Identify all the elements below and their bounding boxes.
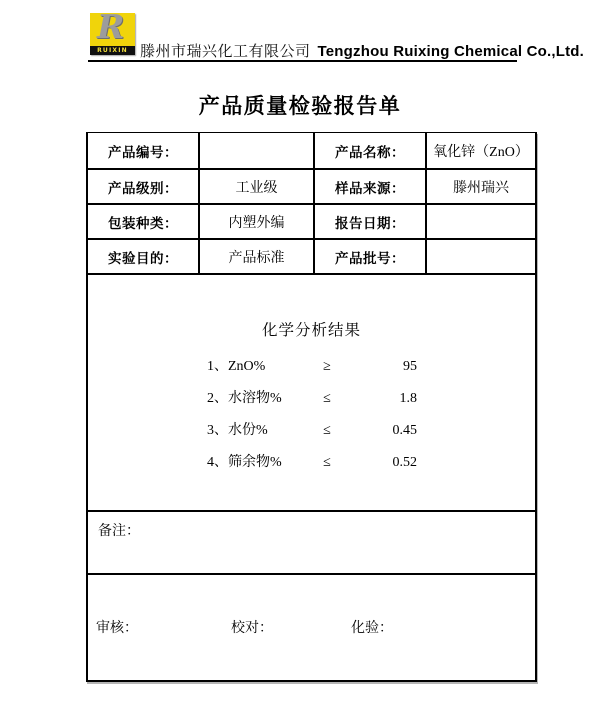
analysis-item-operator: ≤ — [323, 455, 331, 470]
header-divider — [88, 60, 517, 62]
signoff-review-label: 审核： — [96, 621, 138, 636]
info-value-batch-no — [427, 240, 535, 275]
analysis-item-water-soluble — [207, 391, 417, 406]
info-value-product-name: 氧化锌（ZnO） — [427, 133, 535, 170]
analysis-section — [88, 275, 535, 512]
analysis-item-name: 3、水份% — [207, 423, 268, 438]
logo-brand-text: RUIXIN — [90, 46, 135, 55]
info-label-sample-source: 样品来源： — [315, 170, 427, 205]
company-name-line — [140, 40, 584, 61]
analysis-item-name: 2、水溶物% — [207, 391, 282, 406]
analysis-item-operator: ≥ — [323, 359, 331, 374]
info-value-report-date — [427, 205, 535, 240]
company-name-en: Tengzhou Ruixing Chemical Co.,Ltd. — [317, 43, 585, 60]
info-label-batch-no: 产品批号： — [315, 240, 427, 275]
analysis-items — [88, 359, 535, 470]
info-value-test-purpose: 产品标准 — [200, 240, 315, 275]
analysis-item-moisture — [207, 423, 417, 438]
info-value-product-no — [200, 133, 315, 170]
remarks-label: 备注： — [98, 524, 140, 539]
analysis-item-name: 4、筛余物% — [207, 455, 282, 470]
company-logo — [90, 7, 135, 55]
analysis-item-value: 1.8 — [399, 391, 417, 406]
signoff-row — [88, 575, 535, 680]
info-label-product-grade: 产品级别： — [88, 170, 200, 205]
info-value-sample-source: 滕州瑞兴 — [427, 170, 535, 205]
info-value-product-grade: 工业级 — [200, 170, 315, 205]
remarks-row — [88, 512, 535, 575]
report-table — [86, 132, 537, 682]
info-label-product-name: 产品名称： — [315, 133, 427, 170]
info-label-product-no: 产品编号： — [88, 133, 200, 170]
analysis-item-zno — [207, 359, 417, 374]
analysis-item-value: 95 — [403, 359, 417, 374]
analysis-item-operator: ≤ — [323, 423, 331, 438]
signoff-test-label: 化验： — [351, 621, 393, 636]
logo-letter-r-icon: R — [97, 7, 125, 46]
analysis-item-value: 0.45 — [392, 423, 417, 438]
info-value-package-type: 内塑外编 — [200, 205, 315, 240]
analysis-item-name: 1、ZnO% — [207, 359, 266, 374]
report-title: 产品质量检验报告单 — [198, 95, 402, 118]
analysis-item-sieve-residue — [207, 455, 417, 470]
info-label-package-type: 包装种类： — [88, 205, 200, 240]
analysis-item-value: 0.52 — [392, 455, 417, 470]
analysis-heading: 化学分析结果 — [261, 322, 361, 339]
info-label-report-date: 报告日期： — [315, 205, 427, 240]
analysis-item-operator: ≤ — [323, 391, 331, 406]
company-name-cn: 滕州市瑞兴化工有限公司 — [140, 44, 311, 60]
signoff-proofread-label: 校对： — [231, 621, 273, 636]
info-label-test-purpose: 实验目的： — [88, 240, 200, 275]
